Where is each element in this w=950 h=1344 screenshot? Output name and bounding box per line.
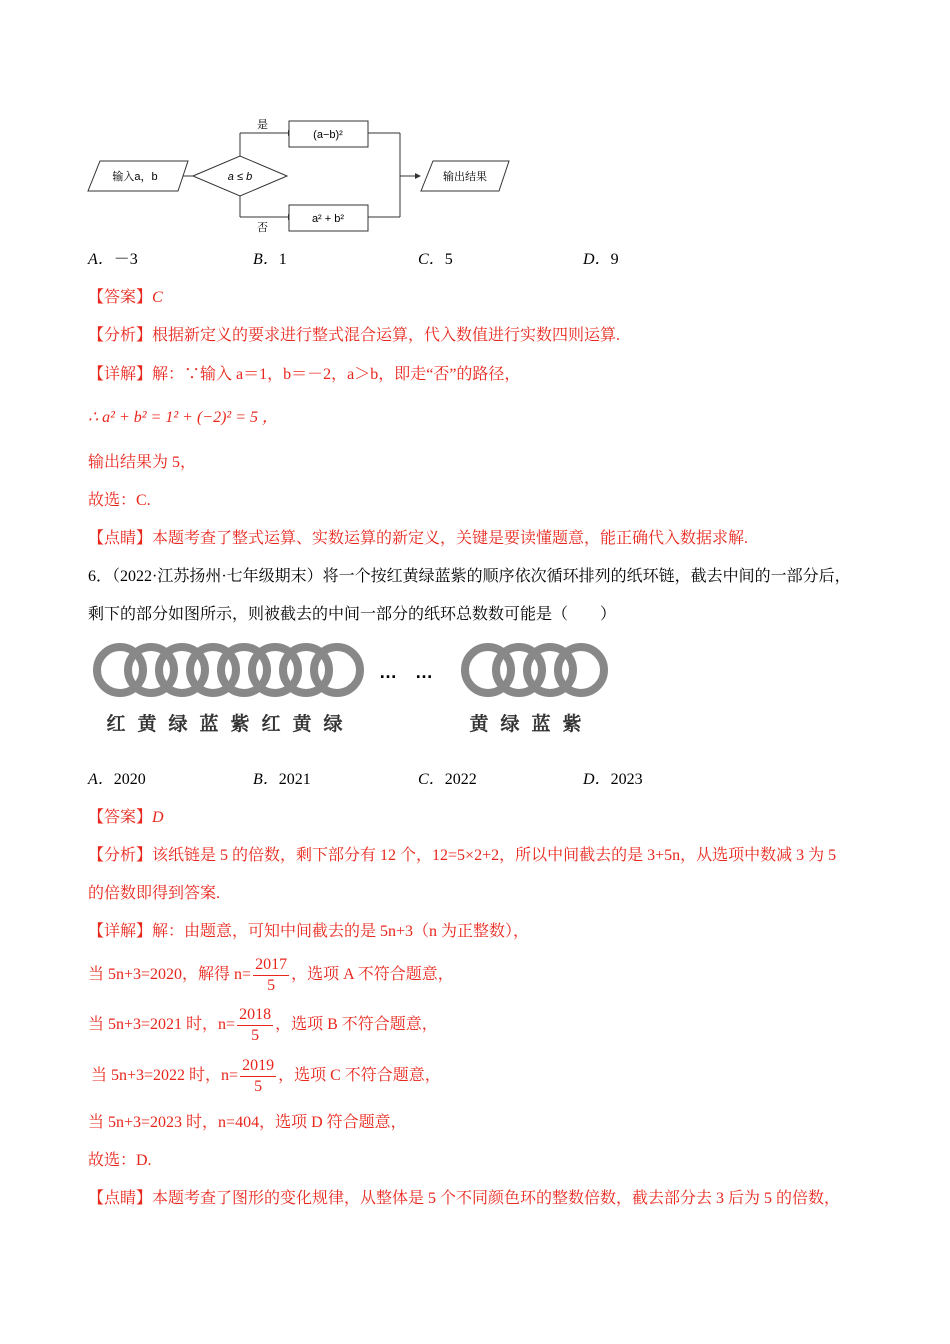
q6-case-d: 当 5n+3=2023 时，n=404，选项 D 符合题意，	[88, 1114, 407, 1131]
q6-answer: 【答案】D	[88, 809, 164, 826]
q5-option-b: B．1	[253, 251, 287, 268]
q5-option-a: A．－3	[88, 251, 138, 268]
chain-left-color-label: 黄	[137, 713, 157, 735]
q5-option-c: C．5	[418, 251, 453, 268]
q5-choose: 故选：C.	[88, 492, 151, 509]
chain-left-rings	[97, 647, 360, 693]
q6-option-b: B．2021	[253, 771, 311, 788]
chain-left-color-label: 红	[261, 713, 281, 735]
fraction-2018-5: $\frac{2018}{5}$	[239, 1006, 272, 1044]
q5-detail: 【详解】解：∵输入 a＝1，b＝－2，a＞b，即走“否”的路径，	[88, 366, 521, 383]
q5-formula: ∴ a² + b² = 1² + (−2)² = 5 ，	[88, 409, 279, 426]
q6-option-c: C．2022	[418, 771, 477, 788]
q5-option-d: D．9	[583, 251, 619, 268]
q6-option-d: D．2023	[583, 771, 643, 788]
q6-stem-line1: 6．（2022·江苏扬州·七年级期末）将一个按红黄绿蓝紫的顺序依次循环排列的纸环链，截去中间的一部分后，	[88, 568, 851, 585]
flowchart	[85, 115, 515, 235]
chain-right-color-label: 黄	[469, 713, 489, 735]
q6-option-a: A．2020	[88, 771, 146, 788]
q6-detail: 【详解】解：由题意，可知中间截去的是 5n+3（n 为正整数），	[88, 923, 530, 940]
chain-ellipsis: … …	[379, 662, 433, 682]
paper-chain-figure	[88, 636, 608, 746]
flowchart-output-label: 输出结果	[443, 171, 487, 183]
q6-comment: 【点睛】本题考查了图形的变化规律，从整体是 5 个不同颜色环的整数倍数，截去部分去 3 后为 5 的倍数，	[88, 1190, 841, 1207]
flowchart-yes-expr: (a−b)²	[313, 129, 343, 141]
chain-left-color-label: 紫	[230, 713, 250, 735]
q5-answer: 【答案】C	[88, 289, 163, 306]
chain-left-color-label: 绿	[323, 713, 343, 735]
chain-left-color-label: 红	[106, 713, 126, 735]
fraction-2019-5: $\frac{2019}{5}$	[242, 1057, 275, 1095]
chain-left-color-label: 绿	[168, 713, 188, 735]
q5-comment: 【点睛】本题考查了整式运算、实数运算的新定义，关键是要读懂题意，能正确代入数据求解.	[88, 530, 749, 547]
chain-right-color-label: 绿	[500, 713, 520, 735]
q6-analysis-line1: 【分析】该纸链是 5 的倍数，剩下部分有 12 个，12=5×2+2，所以中间截去的是 3+5n，从选项中数减 3 为 5	[88, 847, 837, 864]
chain-left-color-label: 蓝	[199, 713, 219, 735]
chain-right-rings	[465, 647, 604, 693]
flowchart-yes-label: 是	[257, 119, 268, 131]
q5-analysis: 【分析】根据新定义的要求进行整式混合运算，代入数值进行实数四则运算.	[88, 327, 621, 344]
chain-left-ring	[314, 647, 360, 693]
q6-analysis-line2: 的倍数即得到答案.	[88, 885, 221, 902]
flowchart-no-label: 否	[257, 222, 268, 234]
flowchart-input-label: 输入a，b	[112, 171, 158, 183]
q6-stem-line2: 剩下的部分如图所示，则被截去的中间一部分的纸环总数数可能是（ ）	[88, 606, 617, 623]
chain-left-color-label: 黄	[292, 713, 312, 735]
q6-choose: 故选：D.	[88, 1152, 152, 1169]
q6-case-b: 当 5n+3=2021 时，n= $\frac{2018}{5}$ ，选项 B 不符合题意，	[88, 1006, 438, 1044]
q6-case-a: 当 5n+3=2020，解得 n= $\frac{2017}{5}$ ，选项 A 不符合题意，	[88, 956, 454, 994]
chain-right-ring	[558, 647, 604, 693]
flowchart-condition-label: a ≤ b	[227, 171, 253, 183]
q6-case-c: 当 5n+3=2022 时，n= $\frac{2019}{5}$ ，选项 C 不符合题意，	[91, 1057, 441, 1095]
flowchart-no-expr: a² + b²	[311, 213, 345, 225]
fraction-2017-5: $\frac{2017}{5}$	[255, 956, 288, 994]
chain-right-color-label: 蓝	[531, 713, 551, 735]
chain-right-color-label: 紫	[562, 713, 582, 735]
q5-output-line: 输出结果为 5，	[88, 454, 197, 471]
